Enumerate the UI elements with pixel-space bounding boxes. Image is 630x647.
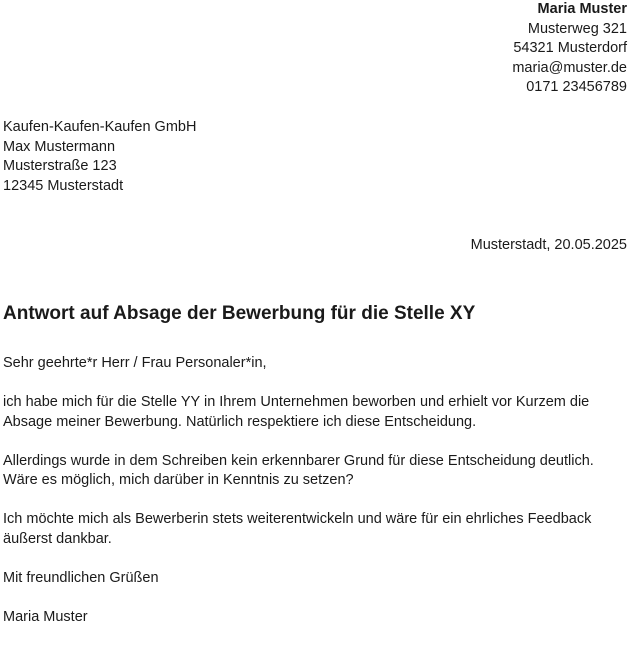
sender-email: maria@muster.de	[512, 59, 627, 76]
sender-phone: 0171 23456789	[526, 79, 627, 95]
body-paragraph: Ich möchte mich als Bewerberin stets weiterentwickeln und wäre für ein ehrliches Feedback äußerst dankbar.	[3, 511, 592, 547]
sender-name: Maria Muster	[537, 1, 627, 17]
body-paragraph: Allerdings wurde in dem Schreiben kein erkennbarer Grund für diese Entscheidung deutlich. Wäre es möglich, mich darüber in Kenntnis zu setzen?	[3, 452, 594, 488]
sender-address-block	[512, 0, 627, 98]
letter-body	[3, 354, 625, 647]
sender-city: 54321 Musterdorf	[513, 40, 627, 56]
recipient-city: 12345 Musterstadt	[3, 177, 124, 194]
closing: Mit freundlichen Grüßen	[3, 569, 159, 586]
date-line: Musterstadt, 20.05.2025	[470, 237, 627, 253]
signature: Maria Muster	[3, 608, 88, 625]
letter-subject: Antwort auf Absage der Bewerbung für die Stelle XY	[3, 303, 476, 324]
recipient-contact: Max Mustermann	[3, 138, 116, 155]
salutation: Sehr geehrte*r Herr / Frau Personaler*in,	[3, 355, 267, 371]
sender-street: Musterweg 321	[527, 20, 627, 37]
recipient-company: Kaufen-Kaufen-Kaufen GmbH	[3, 119, 197, 135]
body-paragraph: ich habe mich für die Stelle YY in Ihrem Unternehmen beworben und erhielt vor Kurzem die Absage meiner Bewerbung. Natürlich respektiere ich diese Entscheidung.	[3, 394, 590, 430]
recipient-street: Musterstraße 123	[3, 158, 117, 174]
recipient-address-block	[3, 118, 196, 196]
